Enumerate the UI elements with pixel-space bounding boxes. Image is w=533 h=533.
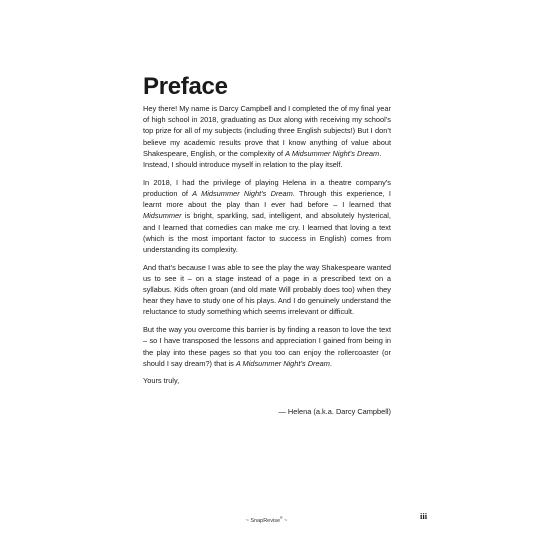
footer-brand (0, 514, 533, 525)
play-title: A Midsummer Night’s Dream (235, 358, 330, 368)
preface-body (143, 103, 391, 387)
signature: — Helena (a.k.a. Darcy Campbell) (278, 407, 391, 416)
paragraph-text: . (379, 148, 382, 158)
paragraph-text: . Through this experience, I learnt more about the play than I ever had before – I learned that (143, 188, 391, 210)
paragraph-text: Instead, I should introduce myself in relation to the play itself. (143, 160, 343, 170)
play-title: A Midsummer Night’s Dream (192, 188, 293, 198)
paragraph-text: . (329, 358, 332, 368)
registered-mark: ® (280, 516, 283, 520)
paragraph-text: In 2018, I had the privilege of playing Helena in a theatre company’s production of (143, 177, 391, 198)
play-title: A Midsummer Night’s Dream (285, 148, 380, 158)
sign-off: Yours truly, (143, 376, 180, 386)
paragraph-text: And that’s because I was able to see the play the way Shakespeare wanted us to see it – on a stage instead of a page in a prescribed text on a syllabus. Kids often groan (and old mate Will probably does too) when they hear they have to study one of his plays. And I do genuinely understand the reluctance to study something which seems irrelevant or difficult. (143, 262, 391, 317)
page-number: iii (420, 511, 428, 521)
paragraph-theatre (143, 177, 391, 255)
brand-tilde: ~ (282, 517, 288, 524)
paragraph-text: But the way you overcome this barrier is by finding a reason to love the text – so I have transposed the lessons and appreciation I gained from being in the play into these pages so that you too can enjoy the rollercoaster (or should I say dream?) that is (143, 325, 391, 368)
page-title: Preface (143, 73, 228, 100)
paragraph-overcome (143, 324, 391, 369)
play-title: Midsummer (143, 211, 182, 221)
paragraph-text: Hey there! My name is Darcy Campbell and I completed the of my final year of high school in 2018, graduating as Dux along with receiving my school’s top prize for all of my subjects (including three English subjects!) But I don’t believe my academic results prove that I know anything of value about Shakespeare, English, or the complexity of (143, 104, 391, 158)
paragraph-text: is bright, sparkling, sad, intelligent, and absolutely hysterical, and I learned that comedies can make me cry. I learned that loving a text (which is the most important factor to success in English) comes from understanding its complexity. (143, 211, 391, 254)
paragraph-intro (143, 103, 391, 170)
paragraph-stage (143, 262, 391, 318)
brand-name: ~ SnapRevise (245, 517, 281, 524)
